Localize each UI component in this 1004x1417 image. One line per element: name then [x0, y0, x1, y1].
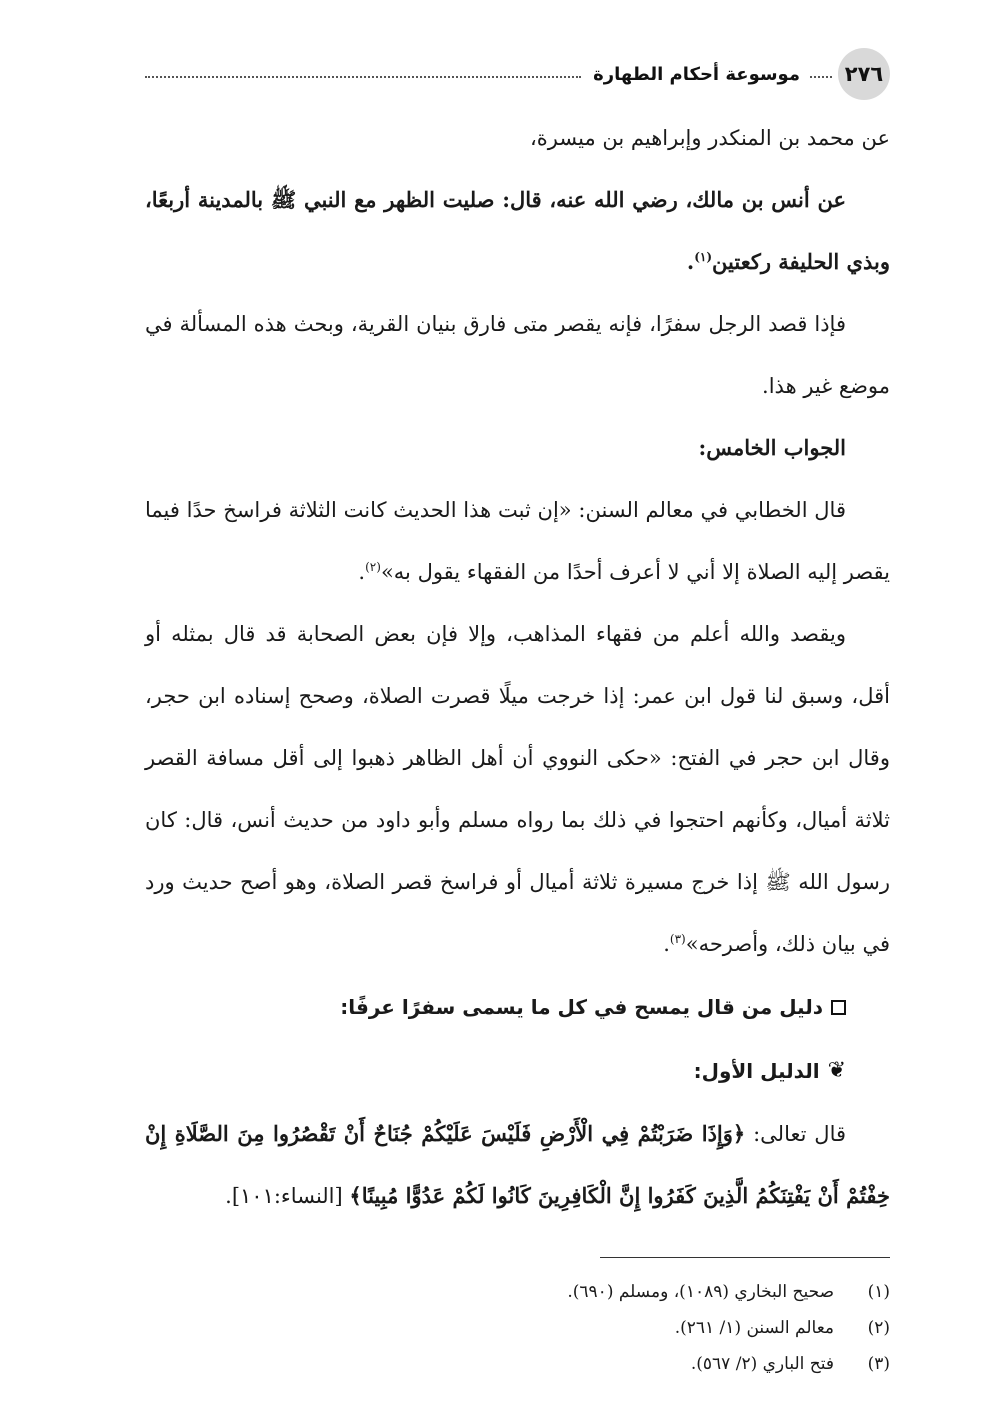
paragraph-quran: [145, 1103, 890, 1227]
khattabi-text: قال الخطابي في معالم السنن: «إن ثبت هذا الحديث كانت الثلاثة فراسخ حدًا فيما يقصر إليه الصلاة إلا أني لا أعرف أحدًا من الفقهاء يقول به»: [145, 498, 890, 584]
footnote-text: فتح الباري (٢/ ٥٦٧).: [690, 1354, 834, 1374]
footnote-number: (٢): [867, 1318, 890, 1338]
header-divider: [810, 76, 832, 78]
paragraph-3: [145, 293, 890, 417]
evidence-heading-text: دليل من قال يمسح في كل ما يسمى سفرًا عرفًا:: [340, 995, 823, 1019]
hadith-end: .: [686, 249, 695, 274]
paragraph-3-text: فإذا قصد الرجل سفرًا، فإنه يقصر متى فارق بنيان القرية، وبحث هذه المسألة في موضع غير هذا.: [145, 312, 890, 398]
footnote-number: (٣): [867, 1354, 890, 1374]
page: [145, 45, 890, 1382]
paragraph-ibn-hajar: [145, 603, 890, 975]
hadith-text: عن أنس بن مالك، رضي الله عنه، قال: صليت الظهر مع النبي ﷺ بالمدينة أربعًا، وبذي الحليفة ركعتين: [145, 187, 890, 274]
footnote-ref-3[interactable]: (٣): [669, 932, 686, 946]
section-heading-fifth-answer: الجواب الخامس:: [698, 435, 846, 460]
first-proof-heading-text: الدليل الأول:: [693, 1059, 820, 1083]
leaf-bullet-icon: ❦: [827, 1058, 846, 1083]
ibn-hajar-end: .: [663, 932, 670, 956]
square-bullet-icon: [831, 1000, 846, 1015]
quran-verse: ﴿وَإِذَا ضَرَبْتُمْ فِي الْأَرْضِ فَلَيْسَ عَلَيْكُمْ جُنَاحٌ أَنْ تَقْصُرُوا مِنَ الصَّلَاةِ إِنْ خِفْتُمْ أَنْ يَفْتِنَكُمُ الَّذِينَ كَفَرُوا إِنَّ الْكَافِرِينَ كَانُوا لَكُمْ عَدُوًّا مُبِينًا﴾: [145, 1121, 890, 1208]
footnote-number: (١): [867, 1282, 890, 1302]
section-heading-evidence: [145, 975, 890, 1039]
header-divider: [145, 76, 581, 78]
paragraph-1: [145, 107, 890, 169]
book-title: موسوعة أحكام الطهارة: [593, 63, 800, 85]
quran-intro: قال تعالى:: [745, 1122, 847, 1146]
footnote-ref-1[interactable]: (١): [694, 250, 713, 264]
section-heading-first-proof: [145, 1039, 890, 1103]
footnote-item: [145, 1310, 890, 1346]
page-header: [145, 45, 890, 103]
footnote-divider: [600, 1257, 890, 1258]
quran-reference: [النساء:١٠١].: [225, 1184, 350, 1208]
footnote-item: [145, 1346, 890, 1382]
paragraph-1-text: عن محمد بن المنكدر وإبراهيم بن ميسرة،: [530, 126, 890, 150]
footnote-item: [145, 1274, 890, 1310]
footnote-ref-2[interactable]: (٢): [365, 560, 381, 574]
footnote-text: معالم السنن (١/ ٢٦١).: [674, 1318, 834, 1338]
paragraph-hadith: [145, 169, 890, 293]
paragraph-khattabi: [145, 479, 890, 603]
khattabi-end: .: [358, 560, 366, 584]
page-number-badge: ٢٧٦: [838, 48, 890, 100]
footnote-text: صحيح البخاري (١٠٨٩)، ومسلم (٦٩٠).: [567, 1282, 834, 1302]
footnotes: [145, 1274, 890, 1382]
ibn-hajar-text: ويقصد والله أعلم من فقهاء المذاهب، وإلا فإن بعض الصحابة قد قال بمثله أو أقل، وسبق لنا قول ابن عمر: إذا خرجت ميلًا قصرت الصلاة، وصحح إسناده ابن حجر، وقال ابن حجر في الفتح: «حكى النووي أن أهل الظاهر ذهبوا إلى أقل مسافة القصر ثلاثة أميال، وكأنهم احتجوا في ذلك بما رواه مسلم وأبو داود من حديث أنس، قال: كان رسول الله ﷺ إذا خرج مسيرة ثلاثة أميال أو فراسخ قصر الصلاة، وهو أصح حديث ورد في بيان ذلك، وأصرحه»: [145, 622, 890, 956]
